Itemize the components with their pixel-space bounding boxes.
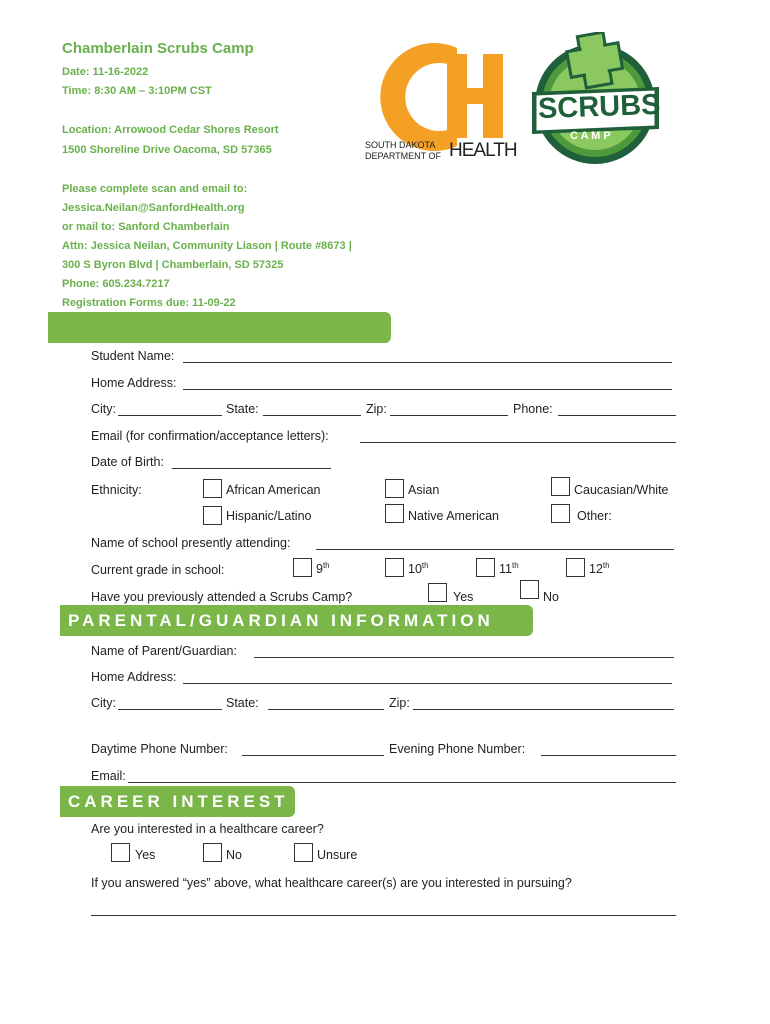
- dob-label: Date of Birth:: [91, 455, 164, 469]
- event-time: Time: 8:30 AM – 3:10PM CST: [62, 85, 212, 97]
- sd-health-logo: [365, 34, 525, 166]
- sd-health-word: HEALTH: [449, 140, 517, 161]
- student-name-label: Student Name:: [91, 349, 175, 363]
- ethnicity-option-label: African American: [226, 483, 321, 497]
- grade-label: Current grade in school:: [91, 563, 225, 577]
- student-section-bar: [48, 312, 391, 343]
- instruction-line: Attn: Jessica Neilan, Community Liason | Route #8673 |: [62, 240, 352, 252]
- city-label: City:: [91, 402, 116, 416]
- career-yes-checkbox[interactable]: [111, 843, 130, 862]
- career-unsure-checkbox[interactable]: [294, 843, 313, 862]
- instruction-line: or mail to: Sanford Chamberlain: [62, 221, 230, 233]
- grade-11-checkbox[interactable]: [476, 558, 495, 577]
- ethnicity-label: Ethnicity:: [91, 483, 142, 497]
- dob-field[interactable]: [172, 456, 331, 469]
- phone-label: Phone:: [513, 402, 553, 416]
- parent-zip-field[interactable]: [413, 697, 674, 710]
- eve-phone-field[interactable]: [541, 743, 676, 756]
- ethnicity-hispanic-checkbox[interactable]: [203, 506, 222, 525]
- parent-state-label: State:: [226, 696, 259, 710]
- previous-yes-checkbox[interactable]: [428, 583, 447, 602]
- school-label: Name of school presently attending:: [91, 536, 291, 550]
- parent-name-field[interactable]: [254, 645, 674, 658]
- day-phone-label: Daytime Phone Number:: [91, 742, 228, 756]
- career-yes-label: Yes: [135, 848, 156, 862]
- grade-option-label: 9th: [316, 561, 330, 577]
- event-location: Location: Arrowood Cedar Shores Resort: [62, 124, 279, 136]
- instruction-line: Please complete scan and email to:: [62, 183, 248, 195]
- contact-email: Jessica.Neilan@SanfordHealth.org: [62, 202, 245, 214]
- previous-yes-label: Yes: [453, 590, 474, 604]
- grade-9-checkbox[interactable]: [293, 558, 312, 577]
- career-followup-label: If you answered “yes” above, what healthcare career(s) are you interested in pursuing?: [91, 876, 572, 890]
- ethnicity-option-label: Caucasian/White: [574, 483, 669, 497]
- grade-12-checkbox[interactable]: [566, 558, 585, 577]
- parent-city-label: City:: [91, 696, 116, 710]
- ethnicity-african-american-checkbox[interactable]: [203, 479, 222, 498]
- email-label: Email (for confirmation/acceptance letters):: [91, 429, 329, 443]
- eve-phone-label: Evening Phone Number:: [389, 742, 526, 756]
- grade-10-checkbox[interactable]: [385, 558, 404, 577]
- ethnicity-option-label: Asian: [408, 483, 440, 497]
- grade-option-label: 10th: [408, 561, 429, 577]
- city-field[interactable]: [118, 403, 222, 416]
- parent-email-label: Email:: [91, 769, 126, 783]
- grade-option-label: 11th: [499, 561, 519, 577]
- student-name-field[interactable]: [183, 350, 672, 363]
- parent-section-heading: PARENTAL/GUARDIAN INFORMATION: [60, 605, 533, 636]
- parent-zip-label: Zip:: [389, 696, 410, 710]
- previous-no-checkbox[interactable]: [520, 580, 539, 599]
- ethnicity-other-checkbox[interactable]: [551, 504, 570, 523]
- previous-attend-label: Have you previously attended a Scrubs Camp?: [91, 590, 353, 604]
- scrubs-camp-logo: [528, 32, 663, 167]
- due-date: Registration Forms due: 11-09-22: [62, 297, 236, 309]
- day-phone-field[interactable]: [242, 743, 384, 756]
- parent-address-label: Home Address:: [91, 670, 177, 684]
- grade-option-label: 12th: [589, 561, 610, 577]
- parent-city-field[interactable]: [118, 697, 222, 710]
- zip-label: Zip:: [366, 402, 387, 416]
- ethnicity-asian-checkbox[interactable]: [385, 479, 404, 498]
- event-date: Date: 11-16-2022: [62, 66, 149, 78]
- career-section-heading: CAREER INTEREST: [60, 786, 295, 817]
- state-field[interactable]: [263, 403, 361, 416]
- sd-health-text-1: SOUTH DAKOTA: [365, 140, 436, 150]
- home-address-label: Home Address:: [91, 376, 177, 390]
- instruction-line: 300 S Byron Blvd | Chamberlain, SD 57325: [62, 259, 284, 271]
- ethnicity-option-label: Other:: [577, 509, 612, 523]
- state-label: State:: [226, 402, 259, 416]
- scrubs-word: SCRUBS: [537, 88, 661, 126]
- career-no-checkbox[interactable]: [203, 843, 222, 862]
- phone-field[interactable]: [558, 403, 676, 416]
- career-unsure-label: Unsure: [317, 848, 358, 862]
- event-address: 1500 Shoreline Drive Oacoma, SD 57365: [62, 144, 272, 156]
- school-field[interactable]: [316, 537, 674, 550]
- ethnicity-caucasian-checkbox[interactable]: [551, 477, 570, 496]
- career-no-label: No: [226, 848, 242, 862]
- parent-state-field[interactable]: [268, 697, 384, 710]
- career-followup-field[interactable]: [91, 903, 676, 916]
- zip-field[interactable]: [390, 403, 508, 416]
- ethnicity-native-american-checkbox[interactable]: [385, 504, 404, 523]
- sd-health-text-2: DEPARTMENT OF: [365, 151, 442, 161]
- ethnicity-option-label: Native American: [408, 509, 500, 523]
- parent-name-label: Name of Parent/Guardian:: [91, 644, 237, 658]
- parent-email-field[interactable]: [128, 770, 676, 783]
- ethnicity-option-label: Hispanic/Latino: [226, 509, 312, 523]
- camp-title: Chamberlain Scrubs Camp: [62, 40, 254, 57]
- email-field[interactable]: [360, 430, 676, 443]
- career-question-label: Are you interested in a healthcare career?: [91, 822, 324, 836]
- previous-no-label: No: [543, 590, 559, 604]
- camp-word: C A M P: [570, 130, 611, 142]
- contact-phone: Phone: 605.234.7217: [62, 278, 170, 290]
- home-address-field[interactable]: [183, 377, 672, 390]
- parent-address-field[interactable]: [183, 671, 672, 684]
